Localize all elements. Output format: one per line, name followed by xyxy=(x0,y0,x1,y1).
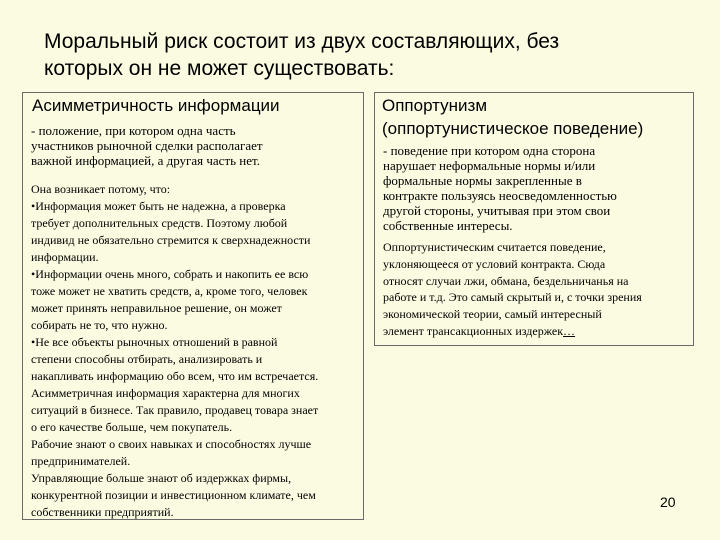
body-line: Рабочие знают о своих навыках и способностях лучше xyxy=(31,437,312,451)
asymmetric-info-definition xyxy=(31,123,363,168)
asymmetric-info-heading: Асимметричность информации xyxy=(32,96,280,115)
body-line: Асимметричная информация характерна для многих xyxy=(31,386,300,400)
opportunism-definition xyxy=(383,143,693,233)
opportunism-box xyxy=(374,92,694,346)
definition-line: - положение, при котором одна часть xyxy=(31,123,236,138)
body-line: Оппортунистическим считается поведение, xyxy=(383,240,606,254)
body-line: накапливать информацию обо всем, что им встречается. xyxy=(31,369,319,383)
body-line: собирать не то, что нужно. xyxy=(31,318,168,332)
opportunism-body xyxy=(383,239,687,340)
body-line: требует дополнительных средств. Поэтому любой xyxy=(31,216,288,230)
slide-title-line-2: которых он не может существовать: xyxy=(44,57,395,80)
definition-line: собственные интересы. xyxy=(383,218,513,233)
body-line: собственники предприятий. xyxy=(31,505,174,519)
body-line-last xyxy=(383,323,687,340)
opportunism-subheading: (оппортунистическое поведение) xyxy=(382,119,644,138)
body-line: конкурентной позиции и инвестиционном климате, чем xyxy=(31,488,316,502)
definition-line: контракте пользуясь неосведомленностью xyxy=(383,188,617,203)
body-line: может принять неправильное решение, он может xyxy=(31,301,282,315)
body-line: •Не все объекты рыночных отношений в равной xyxy=(31,335,278,349)
body-line: информации. xyxy=(31,250,99,264)
definition-line: другой стороны, учитывая при этом свои xyxy=(383,203,611,218)
definition-line: формальные нормы закрепленные в xyxy=(383,173,582,188)
body-line: •Информации очень много, собрать и накопить ее всю xyxy=(31,267,309,281)
asymmetric-info-box xyxy=(22,92,364,520)
body-line: работе и т.д. Это самый скрытый и, с точки зрения xyxy=(383,290,642,305)
definition-line: важной информацией, а другая часть нет. xyxy=(31,153,260,168)
body-line: Она возникает потому, что: xyxy=(31,182,171,196)
body-line: о его качестве больше, чем покупатель. xyxy=(31,420,233,434)
asymmetric-info-body xyxy=(31,181,363,521)
ellipsis: … xyxy=(563,323,576,338)
slide-title-line-1: Моральный риск состоит из двух составляющих, без xyxy=(44,30,560,53)
page-number: 20 xyxy=(660,494,676,510)
body-line: Управляющие больше знают об издержках фирмы, xyxy=(31,471,292,485)
body-line: уклоняющееся от условий контракта. Сюда xyxy=(383,256,606,271)
body-line: экономической теории, самый интересный xyxy=(383,307,602,322)
body-line: ситуаций в бизнесе. Так правило, продавец товара знает xyxy=(31,403,319,417)
body-line: предпринимателей. xyxy=(31,454,131,468)
opportunism-heading: Оппортунизм xyxy=(382,96,488,115)
body-line: •Информация может быть не надежна, а проверка xyxy=(31,199,286,213)
body-line: тоже может не хватить средств, а, кроме того, человек xyxy=(31,284,308,298)
definition-line: - поведение при котором одна сторона xyxy=(383,143,596,158)
body-line: индивид не обязательно стремится к сверхнадежности xyxy=(31,233,311,247)
body-line: относят случаи лжи, обмана, бездельничанья на xyxy=(383,273,629,288)
definition-line: нарушает неформальные нормы и/или xyxy=(383,158,596,173)
body-line: степени способны отбирать, анализировать и xyxy=(31,352,263,366)
body-line-last-text: элемент трансакционных издержек xyxy=(383,323,564,338)
definition-line: участников рыночной сделки располагает xyxy=(31,138,263,153)
slide-title xyxy=(44,28,684,82)
